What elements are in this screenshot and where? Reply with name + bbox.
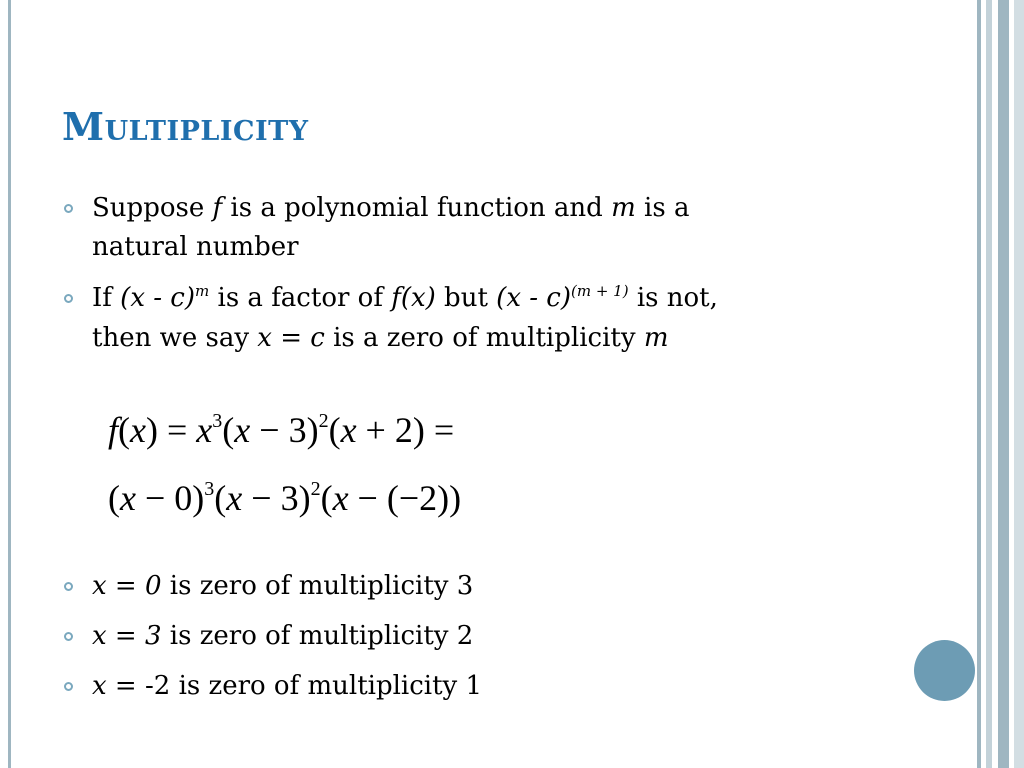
bullet-icon [64,582,73,591]
equation-line-2: $(x - 0)^3(x - 3)^2(x - (-2))$ [108,478,462,518]
bullet-text-suppose-line2: natural number [92,232,299,262]
bullet-icon [64,632,73,641]
decorative-circle [914,640,975,701]
bullet-text-zero-3: x = 3 is zero of multiplicity 2 [92,621,474,651]
bullet-icon [64,294,73,303]
right-frame-stripe [998,0,1009,768]
bullet-text-factor: If (x - c)$^m$ is a factor of f(x) but (x - c)$^{(m + 1)}$ is not, [92,282,718,313]
bullet-text-suppose: Suppose f is a polynomial function and m is a [92,193,690,223]
bullet-text-zero-0: x = 0 is zero of multiplicity 3 [92,571,474,601]
bullet-icon [64,204,73,213]
right-frame-stripe [977,0,981,768]
slide-title: Multiplicity [62,104,309,149]
equation-line-1: $f(x) = x^3(x - 3)^2(x + 2)$ = [108,410,455,450]
left-frame-line [8,0,11,768]
right-frame-stripe [1014,0,1024,768]
right-frame-stripe [986,0,992,768]
bullet-text-zero-neg2: x = -2 is zero of multiplicity 1 [92,671,483,701]
bullet-text-factor-line2: then we say x = c is a zero of multiplicity m [92,323,669,353]
bullet-icon [64,682,73,691]
